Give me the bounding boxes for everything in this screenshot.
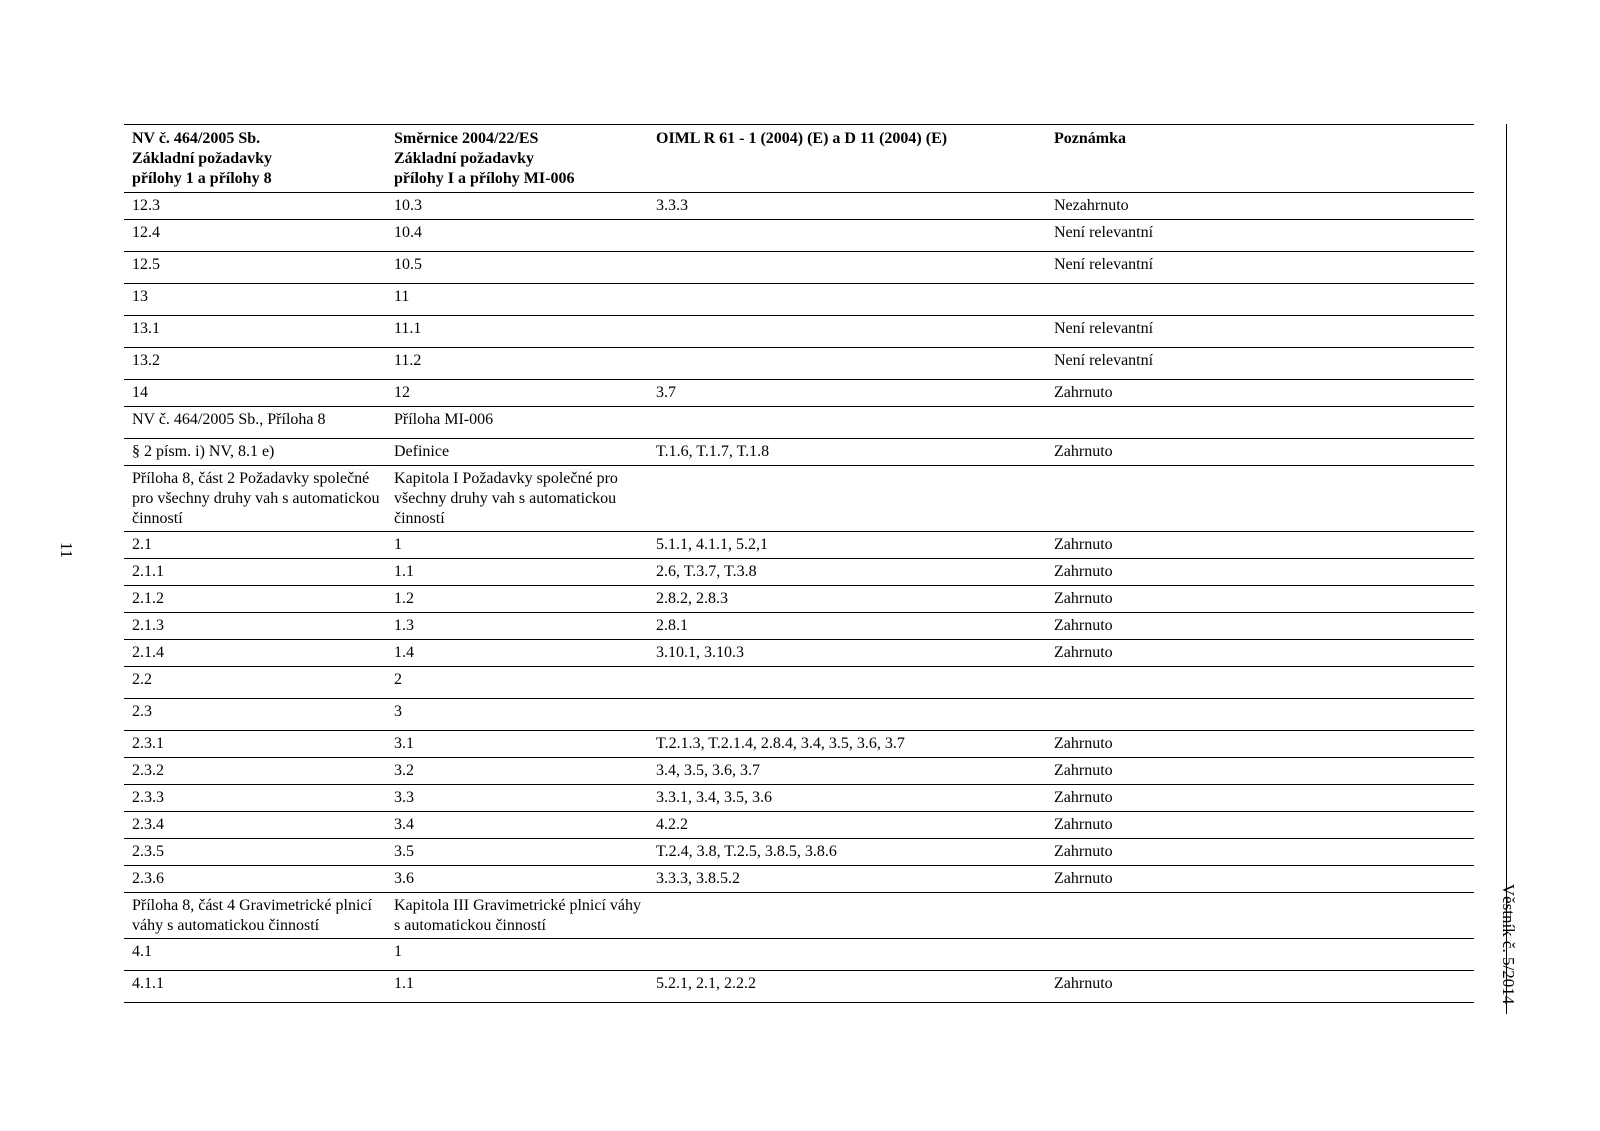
column-header-line: přílohy I a přílohy MI-006 — [394, 170, 575, 187]
table-cell: Zahrnuto — [1046, 812, 1474, 839]
table-cell: 1 — [386, 939, 648, 971]
table-cell: Kapitola I Požadavky společné pro všechny druhy vah s automatickou činností — [386, 466, 648, 532]
table-cell: T.2.1.3, T.2.1.4, 2.8.4, 3.4, 3.5, 3.6, 3.7 — [648, 731, 1046, 758]
table-row — [124, 252, 1474, 284]
table-cell: 2.1.2 — [124, 586, 386, 613]
table-cell: 2.6, T.3.7, T.3.8 — [648, 559, 1046, 586]
table-cell: Zahrnuto — [1046, 439, 1474, 466]
table-cell: 3.4, 3.5, 3.6, 3.7 — [648, 758, 1046, 785]
table-body — [124, 193, 1474, 1003]
table-cell: NV č. 464/2005 Sb., Příloha 8 — [124, 407, 386, 439]
table-cell: 3.6 — [386, 866, 648, 893]
table-row — [124, 731, 1474, 758]
table-cell: 2.3.6 — [124, 866, 386, 893]
table-cell: Zahrnuto — [1046, 613, 1474, 640]
table-row — [124, 466, 1474, 532]
table-row — [124, 193, 1474, 220]
table-cell: 3.2 — [386, 758, 648, 785]
journal-label: Věstník č. 5/2014 — [1499, 883, 1518, 1005]
table-cell: 5.2.1, 2.1, 2.2.2 — [648, 971, 1046, 1003]
table-row — [124, 532, 1474, 559]
table-cell: 1 — [386, 532, 648, 559]
table-cell: Zahrnuto — [1046, 640, 1474, 667]
table-row — [124, 439, 1474, 466]
table-cell — [1046, 667, 1474, 699]
table-cell: Příloha 8, část 2 Požadavky společné pro všechny druhy vah s automatickou činností — [124, 466, 386, 532]
column-header-3 — [648, 125, 1046, 193]
table-row — [124, 586, 1474, 613]
table-cell: Zahrnuto — [1046, 586, 1474, 613]
table-cell: Zahrnuto — [1046, 866, 1474, 893]
table-cell: 12.4 — [124, 220, 386, 252]
table-cell — [648, 939, 1046, 971]
table-cell: 1.1 — [386, 559, 648, 586]
table-cell: 2.3.1 — [124, 731, 386, 758]
page-number: 11 — [57, 541, 76, 559]
table-cell: 2.1.3 — [124, 613, 386, 640]
table-row — [124, 812, 1474, 839]
column-header-line: Poznámka — [1054, 130, 1126, 147]
table-cell — [1046, 893, 1474, 939]
table-cell: 2.8.2, 2.8.3 — [648, 586, 1046, 613]
table-cell: Není relevantní — [1046, 252, 1474, 284]
table-header — [124, 125, 1474, 193]
table-cell: Zahrnuto — [1046, 532, 1474, 559]
table-cell: 10.3 — [386, 193, 648, 220]
table-cell: Příloha 8, část 4 Gravimetrické plnicí váhy s automatickou činností — [124, 893, 386, 939]
table-row — [124, 758, 1474, 785]
table-cell: 4.1 — [124, 939, 386, 971]
table-row — [124, 939, 1474, 971]
table-row — [124, 971, 1474, 1003]
column-header-line: OIML R 61 - 1 (2004) (E) a D 11 (2004) (E) — [656, 130, 948, 147]
table-row — [124, 839, 1474, 866]
table-cell — [648, 893, 1046, 939]
table-cell — [648, 348, 1046, 380]
table-cell: 12.5 — [124, 252, 386, 284]
table-cell: Zahrnuto — [1046, 971, 1474, 1003]
table-cell: 2.8.1 — [648, 613, 1046, 640]
table-cell — [1046, 699, 1474, 731]
table-cell: Zahrnuto — [1046, 758, 1474, 785]
table-cell: 2.3 — [124, 699, 386, 731]
table-cell — [1046, 466, 1474, 532]
table-cell: 11.2 — [386, 348, 648, 380]
table-row — [124, 640, 1474, 667]
table-cell — [648, 284, 1046, 316]
table-cell — [648, 316, 1046, 348]
table-cell — [648, 252, 1046, 284]
header-row — [124, 125, 1474, 193]
table-cell — [1046, 284, 1474, 316]
table-cell: 3.3.3 — [648, 193, 1046, 220]
table-cell: 10.5 — [386, 252, 648, 284]
table-row — [124, 699, 1474, 731]
column-header-line: Základní požadavky — [394, 150, 535, 167]
column-header-4 — [1046, 125, 1474, 193]
table-cell: Zahrnuto — [1046, 785, 1474, 812]
table-cell: 1.4 — [386, 640, 648, 667]
table-cell — [648, 407, 1046, 439]
table-cell: 1.3 — [386, 613, 648, 640]
table-cell — [648, 699, 1046, 731]
table-cell: 5.1.1, 4.1.1, 5.2,1 — [648, 532, 1046, 559]
column-header-line: Základní požadavky — [132, 150, 273, 167]
table-cell: T.1.6, T.1.7, T.1.8 — [648, 439, 1046, 466]
table-cell: 4.2.2 — [648, 812, 1046, 839]
table-cell: 2.1.1 — [124, 559, 386, 586]
table-cell: Definice — [386, 439, 648, 466]
table-cell: Kapitola III Gravimetrické plnicí váhy s automatickou činností — [386, 893, 648, 939]
table-cell — [1046, 407, 1474, 439]
table-cell: 3.3.1, 3.4, 3.5, 3.6 — [648, 785, 1046, 812]
table-cell: 2.3.5 — [124, 839, 386, 866]
table-cell: Zahrnuto — [1046, 839, 1474, 866]
table-cell: 3.7 — [648, 380, 1046, 407]
table-cell: Příloha MI-006 — [386, 407, 648, 439]
table-cell: 3.4 — [386, 812, 648, 839]
table-cell: Nezahrnuto — [1046, 193, 1474, 220]
column-header-line: NV č. 464/2005 Sb. — [132, 130, 261, 147]
table-cell: 10.4 — [386, 220, 648, 252]
table-row — [124, 220, 1474, 252]
table-row — [124, 407, 1474, 439]
table-row — [124, 893, 1474, 939]
table-cell: 2.1 — [124, 532, 386, 559]
table-cell: 11.1 — [386, 316, 648, 348]
table-cell: 14 — [124, 380, 386, 407]
table-cell: 1.2 — [386, 586, 648, 613]
table-cell: 2.3.4 — [124, 812, 386, 839]
table-cell: 3.3 — [386, 785, 648, 812]
table-cell — [648, 220, 1046, 252]
column-header-2 — [386, 125, 648, 193]
table-cell: 2.3.3 — [124, 785, 386, 812]
table-cell: Zahrnuto — [1046, 380, 1474, 407]
table-cell: 2.3.2 — [124, 758, 386, 785]
table-row — [124, 316, 1474, 348]
table-cell: 2 — [386, 667, 648, 699]
table-cell: 13 — [124, 284, 386, 316]
table-cell: 3.3.3, 3.8.5.2 — [648, 866, 1046, 893]
table-cell: Není relevantní — [1046, 316, 1474, 348]
table-cell: 3 — [386, 699, 648, 731]
table-cell: Zahrnuto — [1046, 559, 1474, 586]
column-header-line: Směrnice 2004/22/ES — [394, 130, 539, 147]
table-cell: 11 — [386, 284, 648, 316]
table-cell: Není relevantní — [1046, 348, 1474, 380]
table-cell: 3.10.1, 3.10.3 — [648, 640, 1046, 667]
table-cell — [648, 466, 1046, 532]
correspondence-table — [124, 124, 1474, 1003]
table-cell: 4.1.1 — [124, 971, 386, 1003]
table-cell: 3.5 — [386, 839, 648, 866]
table-cell: 12 — [386, 380, 648, 407]
column-header-line: přílohy 1 a přílohy 8 — [132, 170, 272, 187]
table-cell: Není relevantní — [1046, 220, 1474, 252]
table-cell: § 2 písm. i) NV, 8.1 e) — [124, 439, 386, 466]
table-cell: 2.1.4 — [124, 640, 386, 667]
table-cell: Zahrnuto — [1046, 731, 1474, 758]
column-header-1 — [124, 125, 386, 193]
table-cell: 13.2 — [124, 348, 386, 380]
table-row — [124, 284, 1474, 316]
table-row — [124, 785, 1474, 812]
table-row — [124, 559, 1474, 586]
table-row — [124, 348, 1474, 380]
table-cell: 12.3 — [124, 193, 386, 220]
table-row — [124, 866, 1474, 893]
table-cell: 1.1 — [386, 971, 648, 1003]
table-row — [124, 667, 1474, 699]
table-cell — [648, 667, 1046, 699]
table-cell: T.2.4, 3.8, T.2.5, 3.8.5, 3.8.6 — [648, 839, 1046, 866]
table-cell: 3.1 — [386, 731, 648, 758]
table-cell — [1046, 939, 1474, 971]
table-cell: 13.1 — [124, 316, 386, 348]
table-row — [124, 613, 1474, 640]
table-cell: 2.2 — [124, 667, 386, 699]
table-row — [124, 380, 1474, 407]
